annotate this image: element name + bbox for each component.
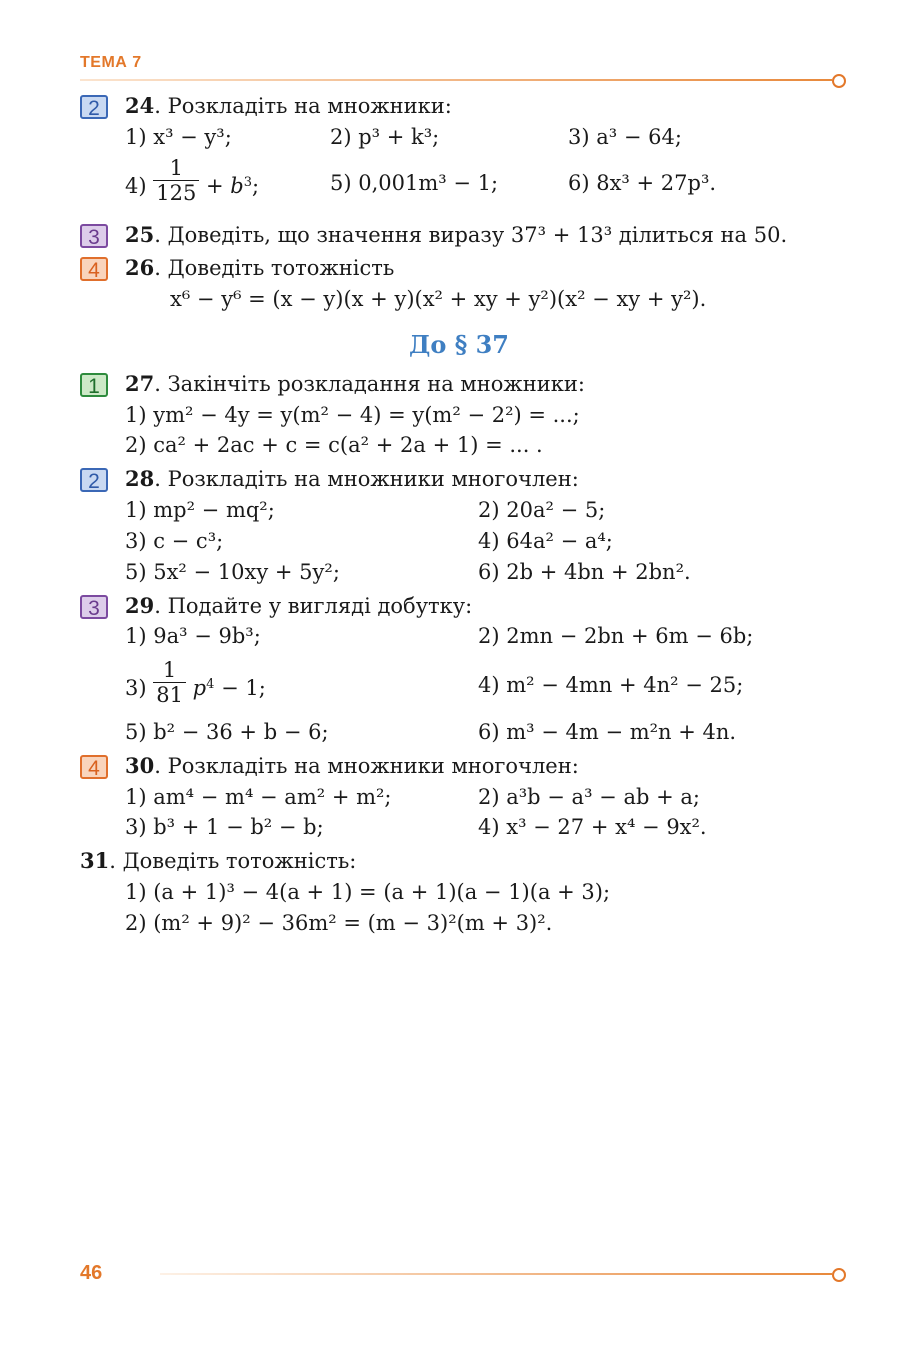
exercise-number: 26	[125, 255, 155, 280]
ex28-item-6: 6) 2b + 4bn + 2bn².	[478, 560, 691, 584]
ex30-item-1: 1) am⁴ − m⁴ − am² + m²;	[125, 785, 392, 809]
ex31-item-1: 1) (a + 1)³ − 4(a + 1) = (a + 1)(a − 1)(a + 3);	[125, 880, 611, 904]
exercise-text: . Подайте у вигляді добутку:	[154, 594, 473, 618]
page-number: 46	[80, 1262, 103, 1284]
section-title: До § 37	[408, 330, 509, 359]
ex29-item-2: 2) 2mn − 2bn + 6m − 6b;	[478, 624, 754, 648]
level-badge-ex30: 4	[80, 755, 108, 779]
exercise-number: 29	[125, 593, 155, 618]
ex24-item-6: 6) 8x³ + 27p³.	[568, 171, 717, 195]
ex28-item-4: 4) 64a² − a⁴;	[478, 529, 613, 553]
exercise-text: . Доведіть тотожність	[154, 256, 395, 280]
exercise-26-heading	[125, 255, 394, 281]
ex24-item-5: 5) 0,001m³ − 1;	[330, 171, 499, 195]
exercise-text: . Доведіть, що значення виразу 37³ + 13³ ділиться на 50.	[154, 223, 788, 247]
ex24-item-3: 3) a³ − 64;	[568, 125, 682, 149]
level-badge-ex24: 2	[80, 95, 108, 119]
exercise-text: . Розкладіть на множники многочлен:	[154, 754, 579, 778]
ex28-item-1: 1) mp² − mq²;	[125, 498, 275, 522]
exercise-number: 25	[125, 222, 155, 247]
exercise-number: 27	[125, 371, 155, 396]
exercise-29-heading	[125, 593, 472, 619]
level-badge-ex25: 3	[80, 224, 108, 248]
exercise-30-heading	[125, 753, 579, 779]
ex27-item-2: 2) ca² + 2ac + c = c(a² + 2a + 1) = ... .	[125, 433, 543, 457]
ex28-item-5: 5) 5x² − 10xy + 5y²;	[125, 560, 340, 584]
ex30-item-3: 3) b³ + 1 − b² − b;	[125, 815, 324, 839]
header-rule	[80, 79, 832, 81]
level-badge-ex28: 2	[80, 468, 108, 492]
ex26-formula: x⁶ − y⁶ = (x − y)(x + y)(x² + xy + y²)(x² − xy + y²).	[170, 287, 707, 311]
ex27-item-1: 1) ym² − 4y = y(m² − 4) = y(m² − 2²) = ...;	[125, 403, 580, 427]
level-badge-ex29: 3	[80, 595, 108, 619]
exercise-number: 31	[80, 848, 110, 873]
exercise-25-heading	[125, 222, 787, 248]
exercise-27-heading	[125, 371, 585, 397]
ex28-item-2: 2) 20a² − 5;	[478, 498, 606, 522]
ex30-item-2: 2) a³b − a³ − ab + a;	[478, 785, 700, 809]
exercise-text: . Розкладіть на множники:	[154, 94, 452, 118]
topic-label: ТЕМА 7	[80, 54, 142, 71]
ex29-item-3: 3) $\frac{1}{81}$ $p^4 - 1$;	[125, 658, 266, 707]
ex28-item-3: 3) c − c³;	[125, 529, 224, 553]
footer-rule	[160, 1273, 832, 1275]
footer-rule-circle-icon	[832, 1268, 846, 1282]
ex24-item-4: 4) $\frac{1}{125}$ + $b^3$;	[125, 156, 260, 205]
ex29-item-1: 1) 9a³ − 9b³;	[125, 624, 261, 648]
ex31-item-2: 2) (m² + 9)² − 36m² = (m − 3)²(m + 3)².	[125, 911, 553, 935]
exercise-number: 24	[125, 93, 155, 118]
level-badge-ex27: 1	[80, 373, 108, 397]
ex29-item-6: 6) m³ − 4m − m²n + 4n.	[478, 720, 737, 744]
exercise-text: . Доведіть тотожність:	[109, 849, 357, 873]
exercise-number: 28	[125, 466, 155, 491]
fraction-1-81: $\frac{1}{81}$	[153, 658, 186, 707]
exercise-24-heading	[125, 93, 452, 119]
exercise-number: 30	[125, 753, 155, 778]
header-rule-circle-icon	[832, 74, 846, 88]
fraction-1-125: $\frac{1}{125}$	[153, 156, 199, 205]
ex24-item-2: 2) p³ + k³;	[330, 125, 440, 149]
ex30-item-4: 4) x³ − 27 + x⁴ − 9x².	[478, 815, 707, 839]
exercise-28-heading	[125, 466, 579, 492]
ex29-item-5: 5) b² − 36 + b − 6;	[125, 720, 329, 744]
level-badge-ex26: 4	[80, 257, 108, 281]
exercise-31-heading	[80, 848, 356, 874]
exercise-text: . Розкладіть на множники многочлен:	[154, 467, 579, 491]
ex24-item-1: 1) x³ − y³;	[125, 125, 232, 149]
ex29-item-4: 4) m² − 4mn + 4n² − 25;	[478, 673, 744, 697]
exercise-text: . Закінчіть розкладання на множники:	[154, 372, 585, 396]
